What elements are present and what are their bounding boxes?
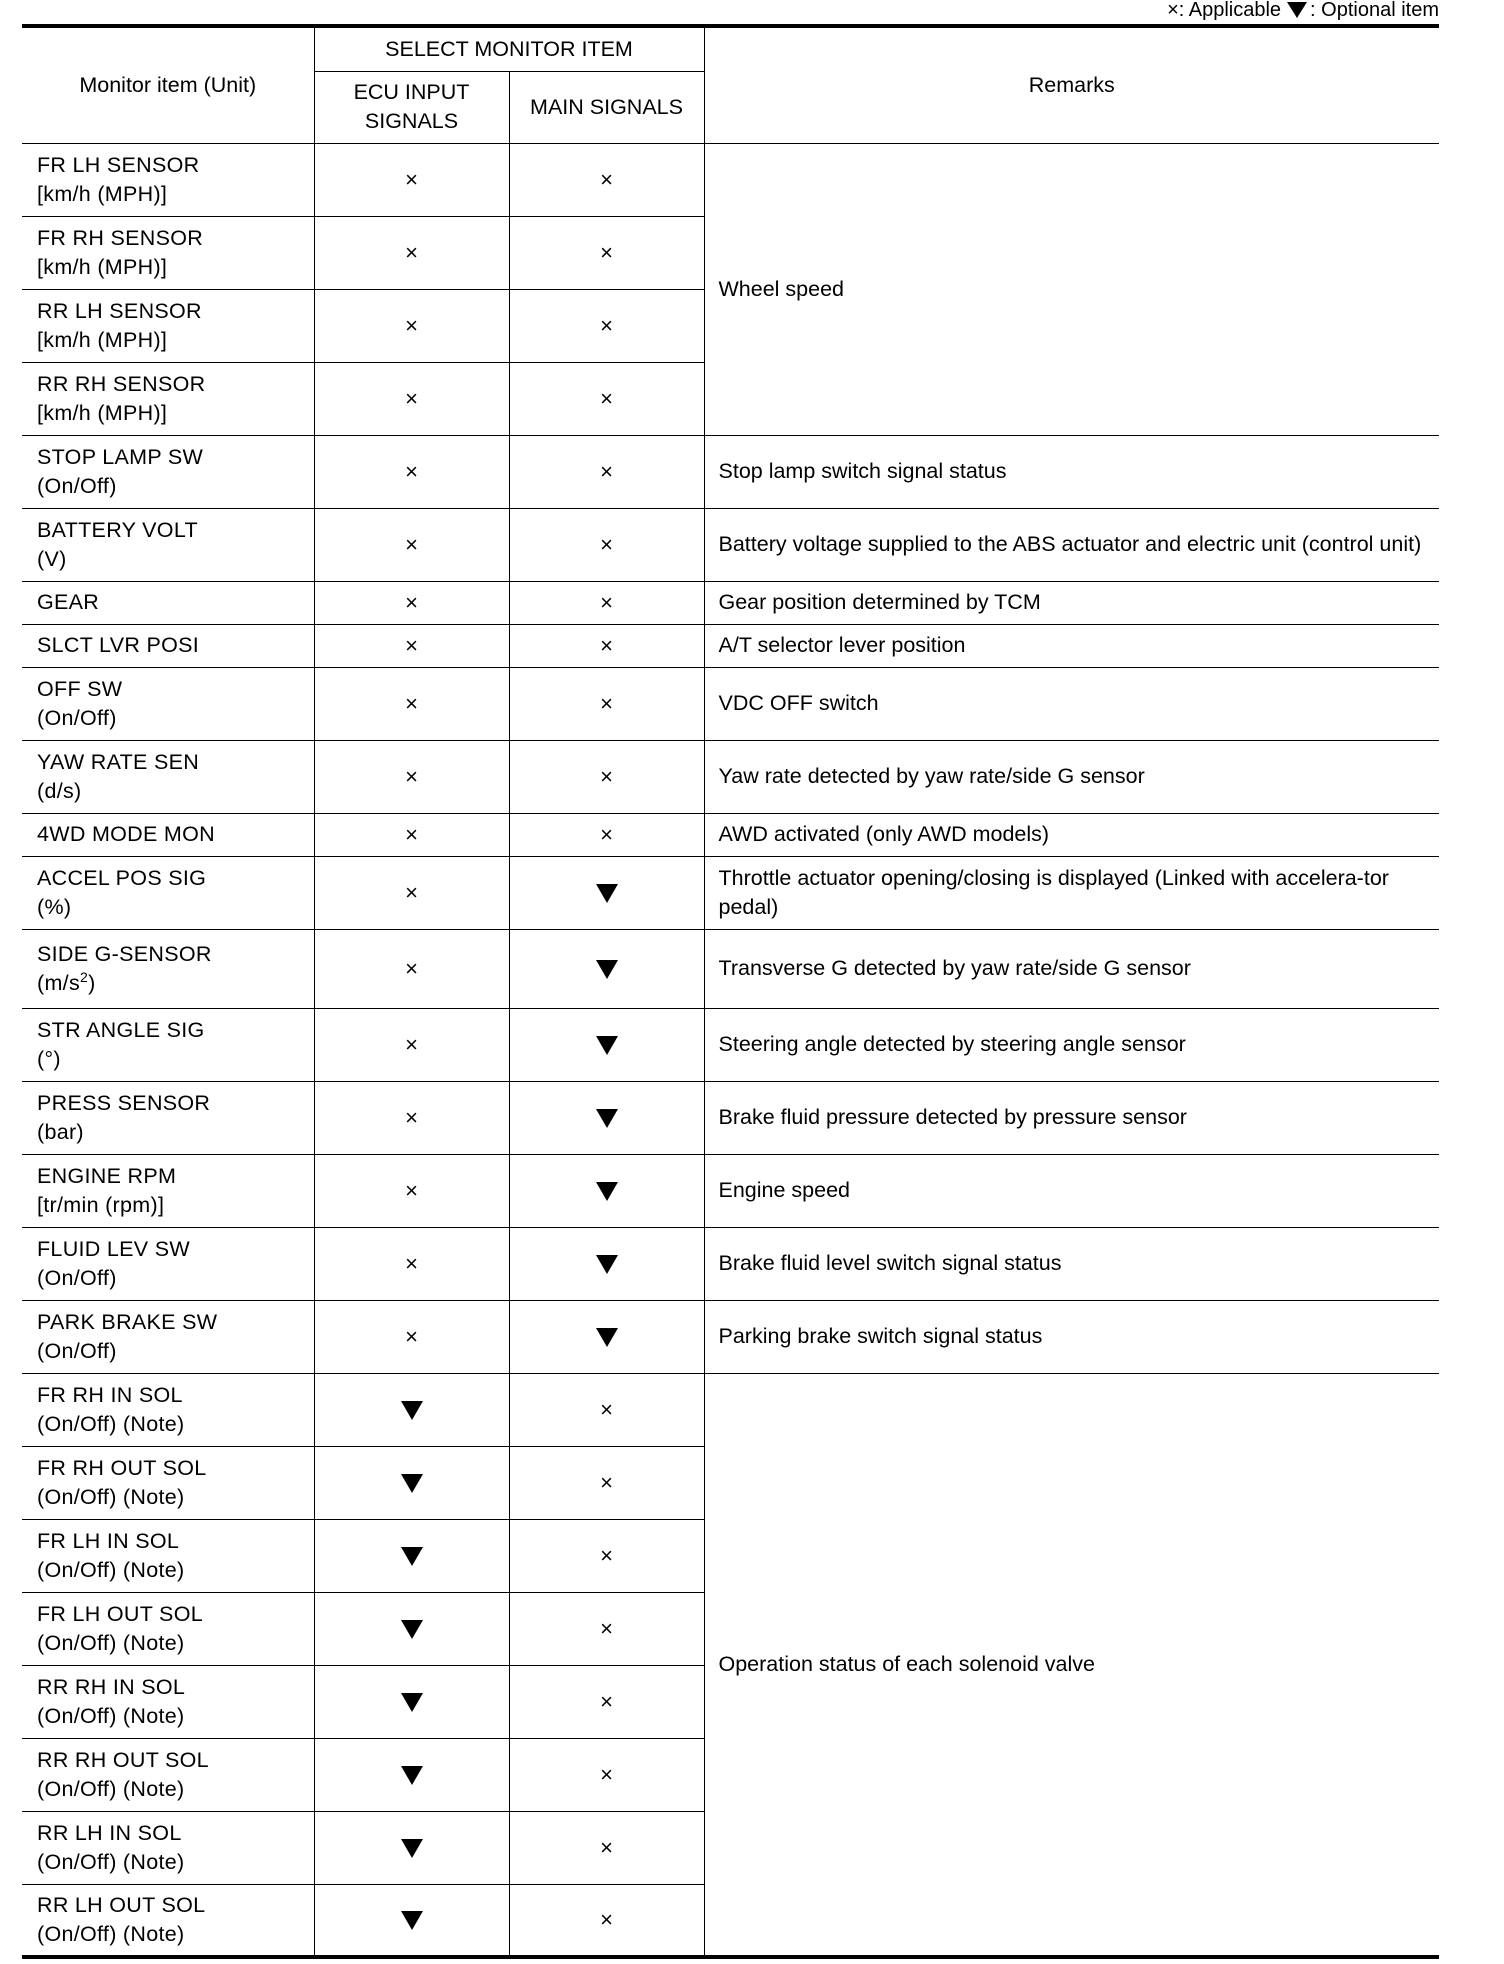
optional-triangle-icon	[401, 1911, 423, 1930]
applicable-mark: ×	[405, 632, 418, 658]
ecu-input-mark	[314, 813, 509, 856]
remark-cell: Parking brake switch signal status	[704, 1300, 1439, 1373]
monitor-item-name: SLCT LVR POSI	[37, 633, 200, 657]
monitor-item-unit: (bar)	[37, 1119, 84, 1144]
main-signals-mark	[509, 1811, 704, 1884]
table-row	[22, 1373, 1439, 1446]
monitor-item-unit: [km/h (MPH)]	[37, 327, 168, 352]
applicable-mark: ×	[405, 312, 418, 338]
monitor-item-name: OFF SW	[37, 676, 123, 701]
ecu-input-mark	[314, 1446, 509, 1519]
applicable-mark: ×	[600, 1615, 613, 1641]
ecu-input-mark	[314, 1738, 509, 1811]
applicable-mark: ×	[405, 763, 418, 789]
monitor-item-name: RR RH SENSOR	[37, 371, 206, 396]
remark-cell: Gear position determined by TCM	[704, 581, 1439, 624]
monitor-item-name: RR RH IN SOL	[37, 1674, 186, 1699]
ecu-input-mark	[314, 1592, 509, 1665]
monitor-item-unit: (On/Off) (Note)	[37, 1921, 185, 1946]
table-row	[22, 740, 1439, 813]
monitor-item-cell	[22, 362, 314, 435]
ecu-input-mark	[314, 667, 509, 740]
optional-triangle-icon	[596, 1255, 618, 1274]
optional-triangle-icon	[596, 884, 618, 903]
monitor-item-cell	[22, 1154, 314, 1227]
main-signals-mark	[509, 508, 704, 581]
main-signals-mark	[509, 929, 704, 1008]
header-row-1	[22, 26, 1439, 71]
main-signals-mark	[509, 624, 704, 667]
monitor-item-cell	[22, 929, 314, 1008]
table-row	[22, 1154, 1439, 1227]
monitor-item-cell	[22, 1519, 314, 1592]
table-row	[22, 1008, 1439, 1081]
unit-superscript: 2	[80, 968, 89, 985]
header-remarks: Remarks	[704, 26, 1439, 143]
remark-cell: Battery voltage supplied to the ABS actuator and electric unit (control unit)	[704, 508, 1439, 581]
optional-triangle-icon	[596, 1328, 618, 1347]
monitor-item-cell	[22, 1300, 314, 1373]
remark-solenoid: Operation status of each solenoid valve	[704, 1373, 1439, 1957]
monitor-item-unit: (On/Off)	[37, 1338, 117, 1363]
optional-triangle-icon	[401, 1766, 423, 1785]
monitor-item-unit: (On/Off) (Note)	[37, 1703, 185, 1728]
applicable-symbol: ×	[1167, 0, 1179, 21]
remark-wheel-speed: Wheel speed	[704, 143, 1439, 435]
monitor-item-cell	[22, 143, 314, 216]
applicable-mark: ×	[405, 1323, 418, 1349]
optional-triangle-icon	[596, 1109, 618, 1128]
remark-cell: Engine speed	[704, 1154, 1439, 1227]
monitor-item-name: FR RH OUT SOL	[37, 1455, 207, 1480]
optional-triangle-icon	[596, 1036, 618, 1055]
ecu-input-mark	[314, 1154, 509, 1227]
monitor-item-name: BATTERY VOLT	[37, 517, 198, 542]
ecu-input-mark	[314, 1373, 509, 1446]
main-signals-mark	[509, 1738, 704, 1811]
monitor-item-name: FLUID LEV SW	[37, 1236, 190, 1261]
main-signals-mark	[509, 1519, 704, 1592]
main-signals-mark	[509, 1227, 704, 1300]
table-row	[22, 1081, 1439, 1154]
main-signals-mark	[509, 813, 704, 856]
monitor-item-name: GEAR	[37, 590, 100, 614]
monitor-item-unit: (On/Off) (Note)	[37, 1630, 185, 1655]
ecu-input-mark	[314, 435, 509, 508]
legend	[1167, 0, 1439, 20]
remark-cell: VDC OFF switch	[704, 667, 1439, 740]
table-row	[22, 813, 1439, 856]
monitor-item-name: FR LH IN SOL	[37, 1528, 180, 1553]
monitor-item-unit: (On/Off) (Note)	[37, 1484, 185, 1509]
monitor-item-cell	[22, 289, 314, 362]
optional-triangle-icon	[596, 1182, 618, 1201]
applicable-mark: ×	[405, 879, 418, 905]
monitor-item-unit: (On/Off) (Note)	[37, 1557, 185, 1582]
monitor-item-name: 4WD MODE MON	[37, 822, 215, 846]
monitor-item-name: STOP LAMP SW	[37, 444, 204, 469]
monitor-item-cell	[22, 1884, 314, 1957]
applicable-mark: ×	[405, 1104, 418, 1130]
optional-triangle-icon	[401, 1620, 423, 1639]
applicable-mark: ×	[405, 531, 418, 557]
main-signals-mark	[509, 1592, 704, 1665]
applicable-mark: ×	[600, 1542, 613, 1568]
optional-triangle-icon	[401, 1693, 423, 1712]
ecu-input-mark	[314, 143, 509, 216]
monitor-item-unit: (d/s)	[37, 778, 82, 803]
monitor-item-unit: (On/Off) (Note)	[37, 1776, 185, 1801]
ecu-input-mark	[314, 856, 509, 929]
remark-cell: Brake fluid level switch signal status	[704, 1227, 1439, 1300]
applicable-mark: ×	[600, 531, 613, 557]
table-row	[22, 856, 1439, 929]
monitor-item-cell	[22, 508, 314, 581]
monitor-item-name: RR RH OUT SOL	[37, 1747, 209, 1772]
main-signals-mark	[509, 667, 704, 740]
applicable-mark: ×	[405, 239, 418, 265]
optional-triangle-icon	[401, 1839, 423, 1858]
monitor-item-cell	[22, 856, 314, 929]
applicable-mark: ×	[600, 458, 613, 484]
monitor-item-unit: (%)	[37, 894, 72, 919]
main-signals-mark	[509, 1300, 704, 1373]
main-signals-mark	[509, 581, 704, 624]
monitor-item-cell	[22, 1008, 314, 1081]
main-signals-mark	[509, 1446, 704, 1519]
optional-triangle-icon	[1287, 2, 1307, 18]
ecu-input-mark	[314, 1519, 509, 1592]
remark-cell: A/T selector lever position	[704, 624, 1439, 667]
applicable-mark: ×	[600, 1906, 613, 1932]
applicable-mark: ×	[405, 1177, 418, 1203]
applicable-mark: ×	[405, 821, 418, 847]
remark-cell: Throttle actuator opening/closing is displayed (Linked with accelera-tor pedal)	[704, 856, 1439, 929]
monitor-item-name: PARK BRAKE SW	[37, 1309, 218, 1334]
monitor-item-name: STR ANGLE SIG	[37, 1017, 205, 1042]
monitor-item-unit	[37, 968, 96, 995]
monitor-item-cell	[22, 740, 314, 813]
main-signals-mark	[509, 289, 704, 362]
table-row	[22, 581, 1439, 624]
ecu-input-line1: ECU INPUT	[353, 80, 470, 104]
applicable-mark: ×	[600, 690, 613, 716]
header-main-signals: MAIN SIGNALS	[509, 71, 704, 143]
monitor-item-name: RR LH OUT SOL	[37, 1892, 206, 1917]
table-row	[22, 667, 1439, 740]
applicable-mark: ×	[405, 166, 418, 192]
applicable-mark: ×	[600, 1761, 613, 1787]
monitor-item-unit: [km/h (MPH)]	[37, 400, 168, 425]
monitor-item-unit: (V)	[37, 546, 67, 571]
monitor-item-name: RR LH IN SOL	[37, 1820, 182, 1845]
applicable-mark: ×	[600, 166, 613, 192]
main-signals-mark	[509, 856, 704, 929]
table-row	[22, 624, 1439, 667]
header-monitor-item: Monitor item (Unit)	[22, 26, 314, 143]
table-row	[22, 508, 1439, 581]
main-signals-mark	[509, 1154, 704, 1227]
main-signals-mark	[509, 1665, 704, 1738]
ecu-input-mark	[314, 289, 509, 362]
ecu-input-mark	[314, 1665, 509, 1738]
monitor-item-name: RR LH SENSOR	[37, 298, 202, 323]
main-signals-mark	[509, 740, 704, 813]
ecu-input-mark	[314, 929, 509, 1008]
monitor-item-name: ACCEL POS SIG	[37, 865, 207, 890]
monitor-item-table	[22, 24, 1439, 1959]
monitor-item-name: FR LH OUT SOL	[37, 1601, 203, 1626]
applicable-mark: ×	[600, 1396, 613, 1422]
ecu-input-mark	[314, 508, 509, 581]
applicable-mark: ×	[600, 385, 613, 411]
table-row	[22, 143, 1439, 216]
monitor-item-unit: (On/Off) (Note)	[37, 1849, 185, 1874]
monitor-item-cell	[22, 435, 314, 508]
applicable-mark: ×	[600, 589, 613, 615]
ecu-input-mark	[314, 1081, 509, 1154]
ecu-input-line2: SIGNALS	[364, 109, 459, 133]
monitor-item-name: SIDE G-SENSOR	[37, 941, 212, 966]
monitor-item-cell	[22, 1227, 314, 1300]
monitor-item-name: ENGINE RPM	[37, 1163, 177, 1188]
main-signals-mark	[509, 1373, 704, 1446]
monitor-item-cell	[22, 216, 314, 289]
monitor-item-unit: [km/h (MPH)]	[37, 254, 168, 279]
main-signals-mark	[509, 216, 704, 289]
ecu-input-mark	[314, 1811, 509, 1884]
ecu-input-mark	[314, 216, 509, 289]
optional-triangle-icon	[401, 1474, 423, 1493]
monitor-item-cell	[22, 1081, 314, 1154]
unit-end: )	[88, 970, 96, 995]
main-signals-mark	[509, 1884, 704, 1957]
applicable-mark: ×	[405, 690, 418, 716]
monitor-item-cell	[22, 1592, 314, 1665]
header-ecu-input-signals	[314, 71, 509, 143]
monitor-item-unit: (On/Off)	[37, 1265, 117, 1290]
applicable-mark: ×	[405, 955, 418, 981]
main-signals-mark	[509, 362, 704, 435]
applicable-mark: ×	[405, 1031, 418, 1057]
applicable-mark: ×	[405, 458, 418, 484]
monitor-item-name: FR RH SENSOR	[37, 225, 204, 250]
monitor-item-unit: (On/Off) (Note)	[37, 1411, 185, 1436]
monitor-item-unit: (On/Off)	[37, 705, 117, 730]
remark-cell: Steering angle detected by steering angle sensor	[704, 1008, 1439, 1081]
monitor-item-unit: [tr/min (rpm)]	[37, 1192, 165, 1217]
applicable-label: : Applicable	[1178, 0, 1282, 21]
optional-triangle-icon	[596, 960, 618, 979]
remark-cell: Brake fluid pressure detected by pressure sensor	[704, 1081, 1439, 1154]
applicable-mark: ×	[405, 589, 418, 615]
optional-label: : Optional item	[1310, 0, 1439, 21]
monitor-item-cell	[22, 667, 314, 740]
ecu-input-mark	[314, 362, 509, 435]
ecu-input-mark	[314, 1300, 509, 1373]
header-select-monitor-item: SELECT MONITOR ITEM	[314, 26, 704, 71]
monitor-item-cell	[22, 1373, 314, 1446]
applicable-mark: ×	[405, 1250, 418, 1276]
optional-triangle-icon	[401, 1547, 423, 1566]
applicable-mark: ×	[405, 385, 418, 411]
applicable-mark: ×	[600, 239, 613, 265]
table-row	[22, 929, 1439, 1008]
optional-triangle-icon	[401, 1401, 423, 1420]
monitor-item-cell	[22, 813, 314, 856]
applicable-mark: ×	[600, 312, 613, 338]
monitor-item-name: FR RH IN SOL	[37, 1382, 183, 1407]
ecu-input-mark	[314, 1884, 509, 1957]
ecu-input-mark	[314, 1008, 509, 1081]
monitor-item-unit: [km/h (MPH)]	[37, 181, 168, 206]
main-signals-mark	[509, 143, 704, 216]
remark-cell: AWD activated (only AWD models)	[704, 813, 1439, 856]
monitor-item-unit: (°)	[37, 1046, 61, 1071]
ecu-input-mark	[314, 1227, 509, 1300]
ecu-input-mark	[314, 740, 509, 813]
monitor-item-name: FR LH SENSOR	[37, 152, 200, 177]
unit-base: (m/s	[37, 970, 80, 995]
applicable-mark: ×	[600, 763, 613, 789]
monitor-item-cell	[22, 1665, 314, 1738]
monitor-item-unit: (On/Off)	[37, 473, 117, 498]
applicable-mark: ×	[600, 1469, 613, 1495]
applicable-mark: ×	[600, 632, 613, 658]
main-signals-mark	[509, 1081, 704, 1154]
monitor-item-cell	[22, 1738, 314, 1811]
monitor-item-cell	[22, 1811, 314, 1884]
table-row	[22, 435, 1439, 508]
monitor-item-name: YAW RATE SEN	[37, 749, 200, 774]
monitor-item-name: PRESS SENSOR	[37, 1090, 211, 1115]
monitor-item-cell	[22, 1446, 314, 1519]
ecu-input-mark	[314, 624, 509, 667]
remark-cell: Yaw rate detected by yaw rate/side G sensor	[704, 740, 1439, 813]
table-row	[22, 1300, 1439, 1373]
remark-cell: Transverse G detected by yaw rate/side G sensor	[704, 929, 1439, 1008]
main-signals-mark	[509, 1008, 704, 1081]
applicable-mark: ×	[600, 1688, 613, 1714]
applicable-mark: ×	[600, 1834, 613, 1860]
ecu-input-mark	[314, 581, 509, 624]
monitor-item-cell	[22, 581, 314, 624]
main-signals-mark	[509, 435, 704, 508]
table-row	[22, 1227, 1439, 1300]
remark-cell: Stop lamp switch signal status	[704, 435, 1439, 508]
monitor-item-cell	[22, 624, 314, 667]
applicable-mark: ×	[600, 821, 613, 847]
